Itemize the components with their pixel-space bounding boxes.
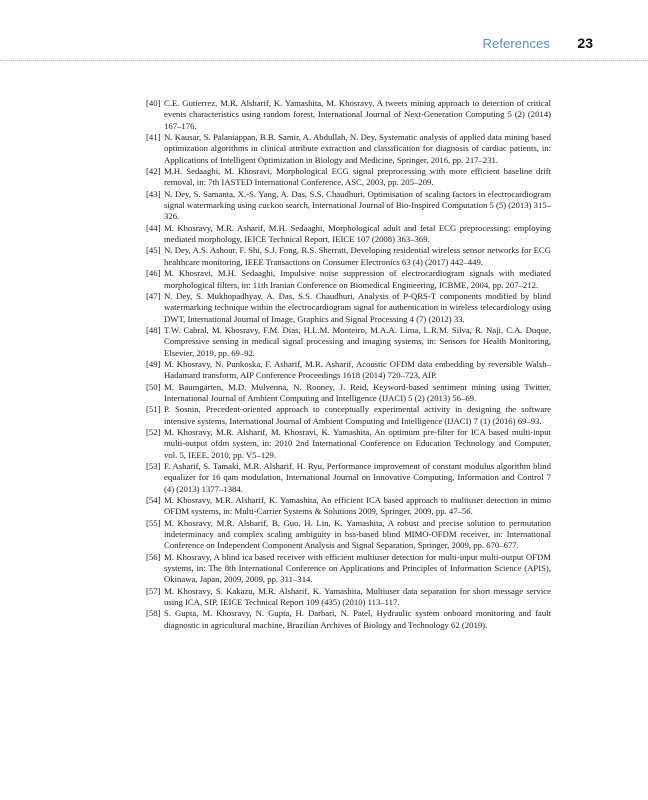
reference-item (146, 325, 551, 359)
reference-text: N. Dey, A.S. Ashour, F. Shi, S.J. Fong, R.S. Sherratt, Developing residential wireless sensor networks for ECG healthcare monitoring, IEEE Transactions on Consumer Electronics 63 (4) (2017) 442–449. (164, 245, 551, 267)
reference-number: [56] (146, 551, 161, 562)
page-header (0, 0, 648, 60)
reference-text: N. Dey, S. Samanta, X.-S. Yang, A. Das, S.S. Chaudhuri, Optimisation of scaling factors in electrocardiogram signal watermarking using cuckoo search, International Journal of Bio-Inspired Computation 5 (5) (2013) 315–326. (164, 188, 551, 222)
reference-item (146, 495, 551, 518)
reference-number: [50] (146, 381, 161, 392)
reference-number: [44] (146, 222, 161, 233)
reference-number: [45] (146, 245, 161, 256)
reference-number: [51] (146, 404, 161, 415)
reference-number: [57] (146, 585, 161, 596)
reference-number: [47] (146, 290, 161, 301)
reference-text: M. Baumgarten, M.D. Mulvenna, N. Rooney, J. Reid, Keyword-based sentiment mining using Twitter, International Journal of Ambient Computing and Intelligence (IJACI) 5 (2) (2013) 56–69. (164, 381, 551, 403)
reference-text: M. Khosravy, M.R. Asharif, M.H. Sedaaghi, Morphological adult and fetal ECG preprocessing: employing mediated morphology, IEICE Technical Report, IEICE 107 (2008) 363–369. (164, 222, 551, 245)
reference-text: M. Khosravy, M.R. Alsharif, K. Yamashita, An efficient ICA based approach to multiuser detection in mimo OFDM systems, in: Multi-Carrier Systems & Solutions 2009, Springer, 2009, pp. 47–56. (164, 495, 551, 517)
reference-item (146, 245, 551, 268)
reference-item (146, 427, 551, 461)
reference-text: M. Khosravy, M.R. Alsharif, M. Khosravi, K. Yamashita, An optimum pre-filter for ICA based multi-input multi-output ofdm system, in: 2010 2nd International Conference on Education Technology and Computer, vol. 5, IEEE, 2010, pp. V5–129. (164, 426, 551, 460)
reference-item (146, 461, 551, 495)
header-dotted-rule (0, 60, 648, 61)
reference-number: [40] (146, 98, 161, 108)
reference-list (146, 98, 551, 631)
reference-item (146, 552, 551, 586)
reference-item (146, 518, 551, 552)
reference-item (146, 359, 551, 382)
reference-number: [48] (146, 324, 161, 335)
reference-number: [46] (146, 268, 161, 279)
reference-item (146, 223, 551, 246)
reference-number: [53] (146, 461, 161, 471)
reference-number: [58] (146, 608, 161, 619)
reference-item (146, 382, 551, 405)
reference-item (146, 98, 551, 132)
reference-text: M.H. Sedaaghi, M. Khosravi, Morphological ECG signal preprocessing with more efficient baseline drift removal, in: 7th IASTED International Conference, ASC, 2003, pp. 205–209. (164, 166, 551, 188)
reference-text: M. Khosravy, A blind ica based receiver with efficient multiuser detection for multi-input multi-output OFDM systems, in: The 8th International Conference on Applications and Principles of Information Science (APIS), Okinawa, Japan, 2009, 2009, pp. 311–314. (164, 551, 551, 585)
reference-item (146, 291, 551, 325)
reference-text: M. Khosravy, S. Kakazu, M.R. Alsharif, K. Yamashita, Multiuser data separation for short message service using ICA, SIP, IEICE Technical Report 109 (435) (2010) 113–117. (164, 585, 551, 608)
reference-item (146, 608, 551, 631)
reference-number: [54] (146, 495, 161, 506)
reference-text: M. Khosravy, M.R. Alsharif, B. Guo, H. Lin, K. Yamashita, A robust and precise solution to permutation indeterminacy and complex scaling ambiguity in bss-based blind MIMO-OFDM receiver, in: International Conference on Independent Component Analysis and Signal Separation, Springer, 2009, pp. 670–677. (164, 517, 551, 551)
page-number: 23 (577, 35, 593, 51)
reference-text: M. Khosravi, M.H. Sedaaghi, Impulsive noise suppression of electrocardiogram signals with mediated morphological filters, in: 11th Iranian Conference on Biomedical Engineering, ICBME, 2004, pp. 207–212. (164, 268, 551, 290)
reference-item (146, 404, 551, 427)
reference-number: [55] (146, 517, 161, 528)
reference-text: S. Gupta, M. Khosravy, N. Gupta, H. Darbari, N. Patel, Hydraulic system onboard monitoring and fault diagnostic in agricultural machine, Brazilian Archives of Biology and Technology 62 (2019). (164, 608, 551, 630)
reference-text: N. Dey, S. Mukhopadhyay, A. Das, S.S. Chaudhuri, Analysis of P-QRS-T components modified by blind watermarking technique within the electrocardiogram signal for authentication in wireless telecardiology using DWT, International Journal of Image, Graphics and Signal Processing 4 (7) (2012) 33. (164, 290, 551, 324)
reference-number: [52] (146, 426, 161, 437)
running-head-title: References (482, 36, 550, 51)
reference-number: [42] (146, 166, 161, 177)
reference-text: C.E. Gutierrez, M.R. Alsharif, K. Yamashita, M. Khosravy, A tweets mining approach to detection of critical events characteristics using random forest, International Journal of Next-Generation Computing 5 (2) (2014) 167–176. (164, 98, 551, 131)
reference-item (146, 586, 551, 609)
reference-item (146, 166, 551, 189)
reference-text: N. Kausar, S. Palaniappan, B.B. Samir, A. Abdullah, N. Dey, Systematic analysis of applied data mining based optimization algorithms in clinical attribute extraction and classification for diagnosis of cardiac patients, in: Applications of Intelligent Optimization in Biology and Medicine, Springer, 2016, pp. 217–231. (164, 132, 551, 165)
reference-text: M. Khosravy, N. Punkoska, F. Asharif, M.R. Asharif, Acoustic OFDM data embedding by reversible Walsh–Hadamard transform, AIP Conference Proceedings 1618 (2014) 720–723, AIP. (164, 358, 551, 381)
reference-text: P. Sosnin, Precedent-oriented approach to conceptually experimental activity in designing the software intensive systems, International Journal of Ambient Computing and Intelligence (IJACI) 7 (1) (2016) 69–93. (164, 404, 551, 426)
reference-text: F. Asharif, S. Tamaki, M.R. Alsharif, H. Ryu, Performance improvement of constant modulus algorithm blind equalizer for 16 qam modulation, International Journal on Innovative Computing, Information and Control 7 (4) (2013) 1377–1384. (164, 461, 551, 494)
reference-number: [41] (146, 132, 161, 143)
reference-item (146, 268, 551, 291)
reference-item (146, 132, 551, 166)
reference-number: [43] (146, 188, 161, 199)
reference-item (146, 189, 551, 223)
reference-text: T.W. Cabral, M. Khosravy, F.M. Dias, H.L.M. Monteiro, M.A.A. Lima, L.R.M. Silva, R. Naji, C.A. Duque, Compressive sensing in medical signal processing and imaging systems, in: Sensors for Health Monitoring, Elsevier, 2019, pp. 69–92. (164, 324, 551, 358)
reference-number: [49] (146, 358, 161, 369)
